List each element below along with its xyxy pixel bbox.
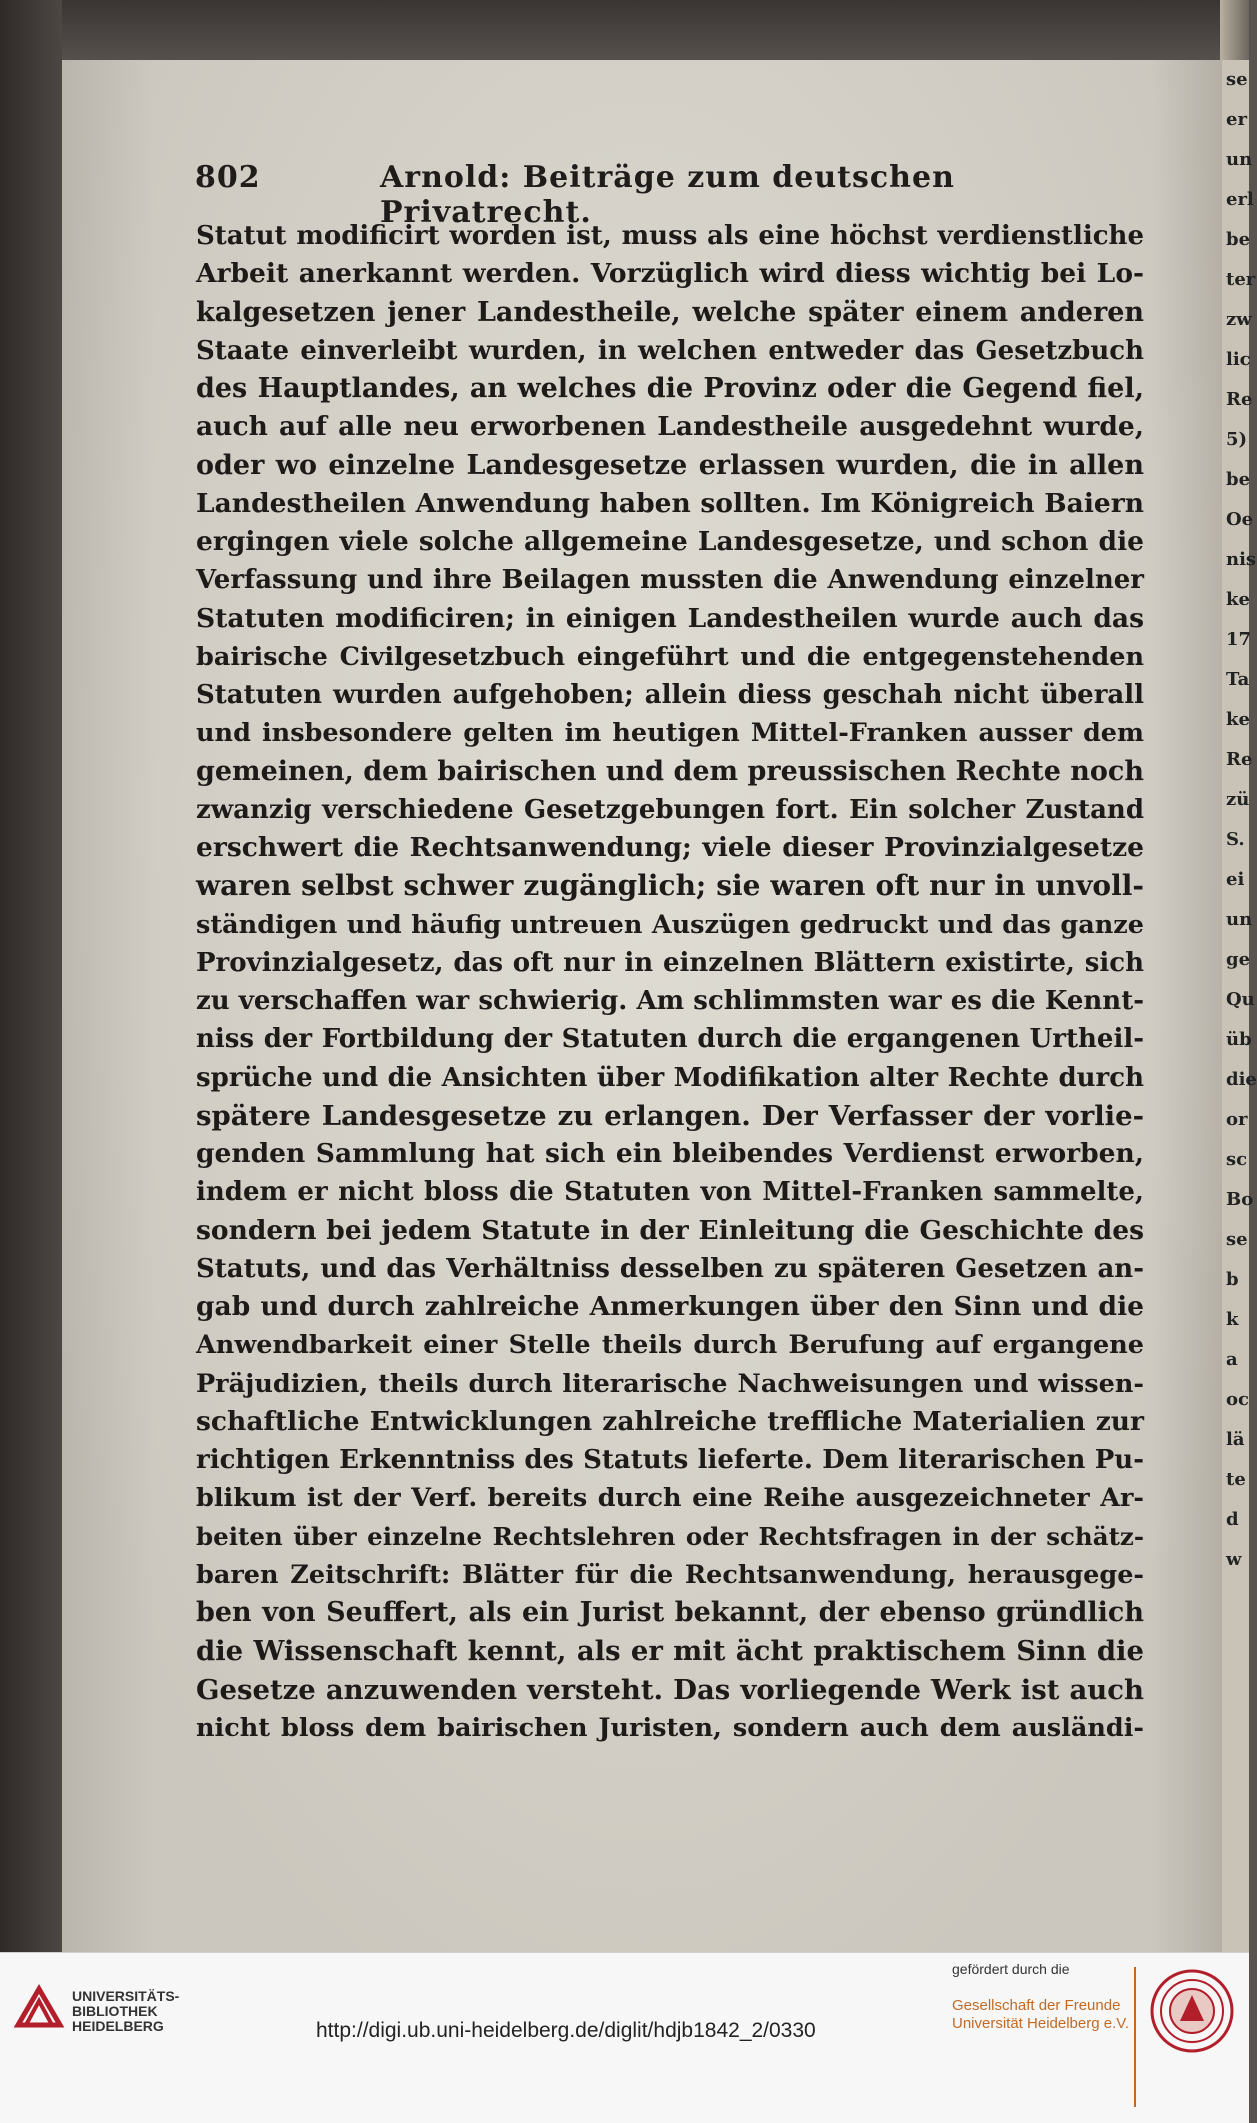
library-name-line: UNIVERSITÄTS- bbox=[72, 1988, 180, 2004]
next-page-fragment: se bbox=[1226, 69, 1248, 90]
next-page-fragment: b bbox=[1226, 1269, 1239, 1290]
text-line: baren Zeitschrift: Blätter für die Rechtsanwendung, herausgege- bbox=[196, 1559, 1144, 1590]
text-line: Statut modificirt worden ist, muss als eine höchst verdienstliche bbox=[196, 221, 1144, 251]
next-page-fragment: erl bbox=[1226, 189, 1254, 210]
next-page-fragment: ke bbox=[1226, 709, 1250, 730]
text-line: und insbesondere gelten im heutigen Mittel-Franken ausser dem bbox=[196, 718, 1144, 749]
next-page-fragment: a bbox=[1226, 1349, 1238, 1370]
next-page-fragment: die bbox=[1226, 1069, 1257, 1090]
permalink-url[interactable]: http://digi.ub.uni-heidelberg.de/diglit/hdjb1842_2/0330 bbox=[316, 2019, 816, 2042]
next-page-fragment: ei bbox=[1226, 869, 1245, 890]
next-page-fragment: w bbox=[1226, 1549, 1242, 1570]
text-line: indem er nicht bloss die Statuten von Mittel-Franken sammelte, bbox=[196, 1177, 1144, 1208]
next-page-fragment: S. bbox=[1226, 829, 1245, 850]
text-line: auch auf alle neu erworbenen Landestheile ausgedehnt wurde, bbox=[196, 411, 1144, 443]
next-page-fragment: se bbox=[1226, 1229, 1248, 1250]
next-page-fragment: sc bbox=[1226, 1149, 1248, 1170]
next-page-fragment: 17 bbox=[1226, 629, 1252, 650]
text-line: beiten über einzelne Rechtslehren oder Rechtsfragen in der schätz- bbox=[196, 1521, 1144, 1551]
library-name-line: BIBLIOTHEK bbox=[72, 2003, 158, 2019]
text-line: spätere Landesgesetze zu erlangen. Der Verfasser der vorlie- bbox=[196, 1099, 1144, 1132]
text-line: Statuten modificiren; in einigen Landestheilen wurde auch das bbox=[196, 602, 1144, 634]
next-page-fragment: ter bbox=[1226, 269, 1256, 290]
next-page-fragment: ge bbox=[1226, 949, 1251, 970]
text-line: gemeinen, dem bairischen und dem preussischen Rechte noch bbox=[196, 755, 1144, 787]
text-line: oder wo einzelne Landesgesetze erlassen wurden, die in allen bbox=[196, 449, 1144, 481]
funded-by-label: gefördert durch die bbox=[952, 1961, 1070, 1977]
text-line: zwanzig verschiedene Gesetzgebungen fort. Ein solcher Zustand bbox=[196, 794, 1144, 825]
next-page-fragment: 5) bbox=[1226, 429, 1248, 450]
text-line: ergingen viele solche allgemeine Landesgesetze, und schon die bbox=[196, 526, 1144, 557]
next-page-fragment: lic bbox=[1226, 349, 1251, 370]
next-page-fragment: un bbox=[1226, 149, 1253, 170]
next-page-fragment: Ta bbox=[1226, 669, 1250, 690]
next-page-fragment: er bbox=[1226, 109, 1247, 130]
text-line: erschwert die Rechtsanwendung; viele dieser Provinzialgesetze bbox=[196, 832, 1144, 863]
text-line: ben von Seuffert, als ein Jurist bekannt, der ebenso gründlich bbox=[196, 1597, 1144, 1628]
body-text bbox=[196, 217, 1144, 1747]
sponsor-name-line: Universität Heidelberg e.V. bbox=[952, 2015, 1130, 2032]
sponsor-name bbox=[952, 1997, 1129, 2033]
text-line: sondern bei jedem Statute in der Einleitung die Geschichte des bbox=[196, 1214, 1144, 1246]
text-line: Arbeit anerkannt werden. Vorzüglich wird diess wichtig bei Lo- bbox=[196, 258, 1144, 290]
text-line: Gesetze anzuwenden versteht. Das vorliegende Werk ist auch bbox=[196, 1673, 1144, 1706]
text-line: Landestheilen Anwendung haben sollten. Im Königreich Baiern bbox=[196, 487, 1144, 519]
library-logo-icon bbox=[12, 1981, 66, 2035]
next-page-fragment: Re bbox=[1226, 749, 1253, 770]
text-line: Provinzialgesetz, das oft nur in einzelnen Blättern existirte, sich bbox=[196, 947, 1144, 978]
next-page-fragment: Re bbox=[1226, 389, 1253, 410]
footer-bar bbox=[0, 1952, 1249, 2123]
next-page-fragment: lä bbox=[1226, 1429, 1245, 1450]
next-page-fragment: ke bbox=[1226, 589, 1250, 610]
text-line: Statuts, und das Verhältniss desselben zu späteren Gesetzen an- bbox=[196, 1253, 1144, 1284]
text-line: gab und durch zahlreiche Anmerkungen über den Sinn und die bbox=[196, 1291, 1144, 1322]
page-number: 802 bbox=[195, 160, 261, 195]
next-page-fragment: te bbox=[1226, 1469, 1246, 1490]
text-line: Präjudizien, theils durch literarische Nachweisungen und wissen- bbox=[196, 1368, 1144, 1399]
book-background-left bbox=[0, 0, 62, 1952]
next-page-fragment: zü bbox=[1226, 789, 1250, 810]
running-head bbox=[195, 160, 1095, 230]
text-line: richtigen Erkenntniss des Statuts lieferte. Dem literarischen Pu- bbox=[196, 1445, 1144, 1475]
next-page-fragment: zw bbox=[1226, 309, 1252, 330]
text-line: waren selbst schwer zugänglich; sie waren oft nur in unvoll- bbox=[196, 869, 1144, 903]
book-background-top bbox=[0, 0, 1249, 60]
next-page-fragment: or bbox=[1226, 1109, 1248, 1130]
running-title: Arnold: Beiträge zum deutschen Privatrecht. bbox=[380, 160, 955, 230]
next-page-edge bbox=[1222, 60, 1257, 1952]
next-page-fragment: k bbox=[1226, 1309, 1239, 1330]
next-page-fragment: oc bbox=[1226, 1389, 1249, 1410]
text-line: Anwendbarkeit einer Stelle theils durch Berufung auf ergangene bbox=[196, 1330, 1144, 1361]
text-line: Statuten wurden aufgehoben; allein diess geschah nicht überall bbox=[196, 680, 1144, 710]
sponsor-name-line: Gesellschaft der Freunde bbox=[952, 1997, 1121, 2014]
footer-divider bbox=[1134, 1967, 1136, 2107]
text-line: die Wissenschaft kennt, als er mit ächt praktischem Sinn die bbox=[196, 1635, 1144, 1668]
next-page-fragment: Qu bbox=[1226, 989, 1255, 1010]
next-page-fragment: üb bbox=[1226, 1029, 1252, 1050]
library-name bbox=[72, 1989, 179, 2034]
text-line: zu verschaffen war schwierig. Am schlimmsten war es die Kennt- bbox=[196, 986, 1144, 1016]
next-page-fragment: be bbox=[1226, 469, 1251, 490]
text-line: schaftliche Entwicklungen zahlreiche treffliche Materialien zur bbox=[196, 1405, 1144, 1437]
text-line: niss der Fortbildung der Statuten durch die ergangenen Urtheil- bbox=[196, 1024, 1144, 1055]
text-line: des Hauptlandes, an welches die Provinz oder die Gegend fiel, bbox=[196, 373, 1144, 404]
library-name-line: HEIDELBERG bbox=[72, 2018, 164, 2034]
next-page-fragment: Bo bbox=[1226, 1189, 1254, 1210]
text-line: kalgesetzen jener Landestheile, welche später einem anderen bbox=[196, 296, 1144, 328]
text-line: Staate einverleibt wurden, in welchen entweder das Gesetzbuch bbox=[196, 335, 1144, 366]
text-line: Verfassung und ihre Beilagen mussten die Anwendung einzelner bbox=[196, 565, 1144, 596]
text-line: bairische Civilgesetzbuch eingeführt und die entgegenstehenden bbox=[196, 641, 1144, 672]
text-line: genden Sammlung hat sich ein bleibendes Verdienst erworben, bbox=[196, 1138, 1144, 1169]
next-page-fragment: be bbox=[1226, 229, 1251, 250]
text-line: blikum ist der Verf. bereits durch eine Reihe ausgezeichneter Ar- bbox=[196, 1483, 1144, 1514]
next-page-fragment: un bbox=[1226, 909, 1253, 930]
next-page-fragment: d bbox=[1226, 1509, 1239, 1530]
university-seal-icon bbox=[1150, 1969, 1234, 2053]
text-line: ständigen und häufig untreuen Auszügen gedruckt und das ganze bbox=[196, 909, 1144, 940]
text-line: nicht bloss dem bairischen Juristen, sondern auch dem ausländi- bbox=[196, 1712, 1144, 1743]
next-page-fragment: nis bbox=[1226, 549, 1257, 570]
next-page-fragment: Oe bbox=[1226, 509, 1254, 530]
text-line: sprüche und die Ansichten über Modifikation alter Rechte durch bbox=[196, 1062, 1144, 1093]
